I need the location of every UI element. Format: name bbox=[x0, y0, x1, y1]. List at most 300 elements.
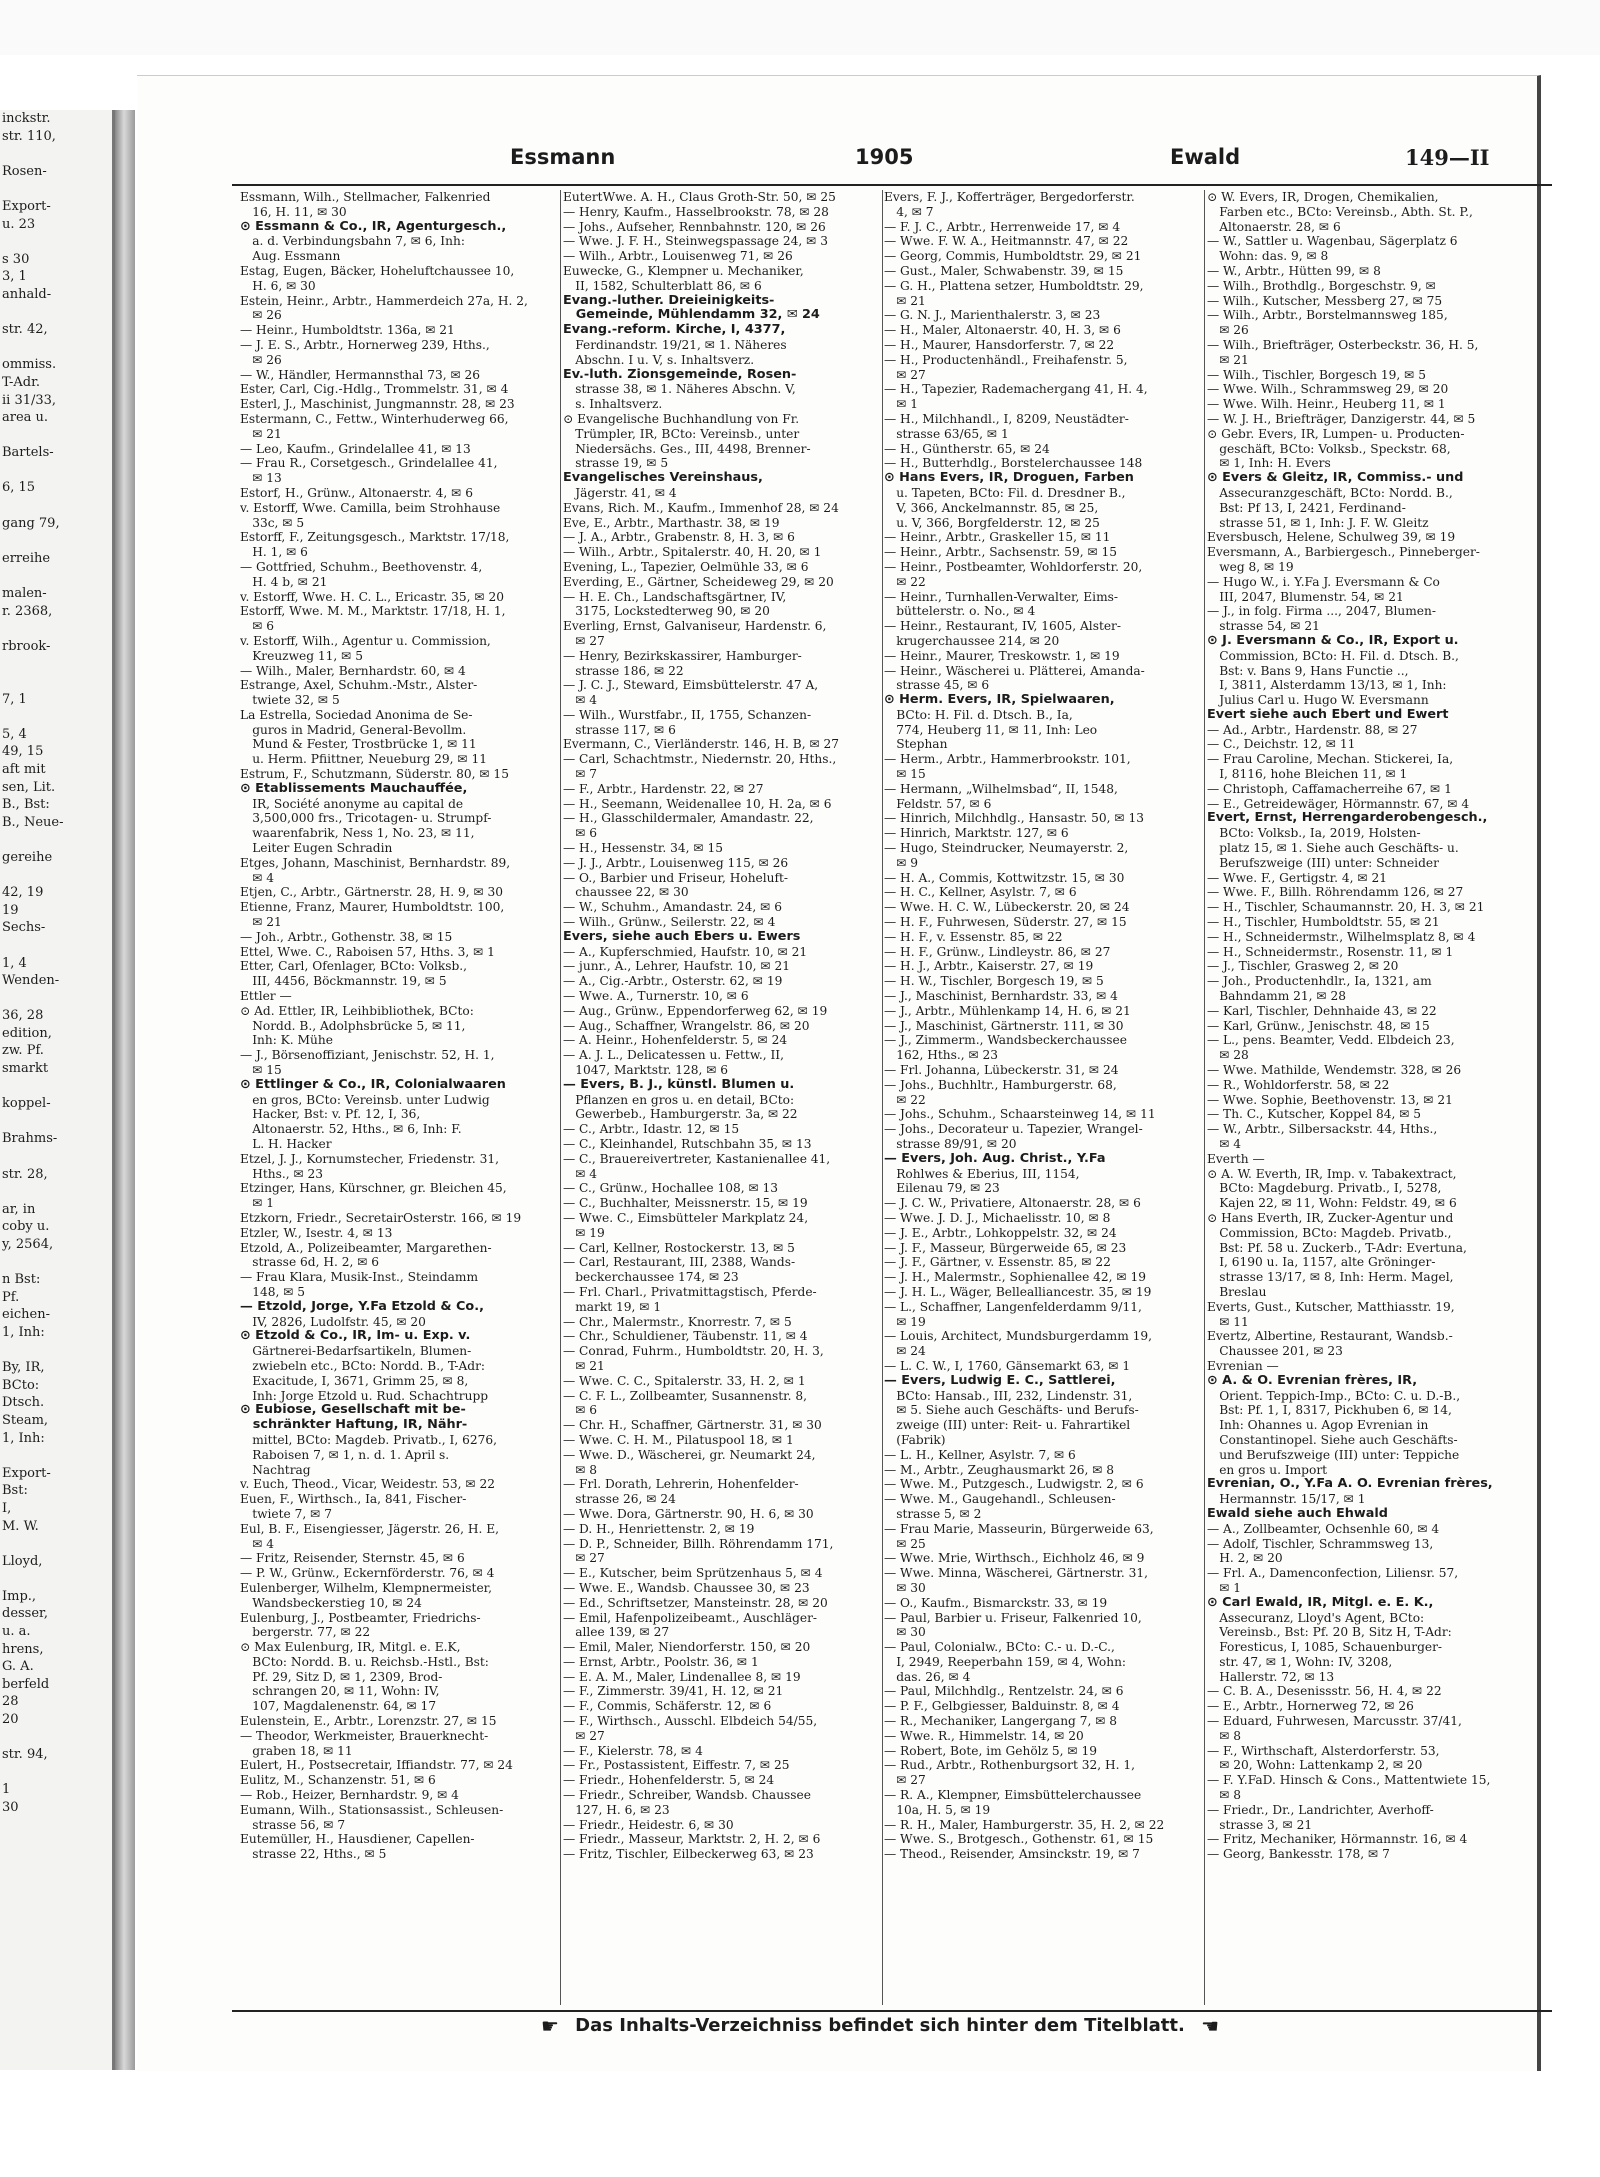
directory-entry: — Leo, Kaufm., Grindelallee 41, ✉ 13 bbox=[240, 441, 471, 456]
directory-entry: Constantinopel. Siehe auch Geschäfts- bbox=[1207, 1432, 1458, 1447]
left-page-fragment: ommiss. bbox=[2, 357, 57, 373]
directory-entry: Evertz, Albertine, Restaurant, Wandsb.- bbox=[1207, 1329, 1453, 1344]
directory-entry: Ferdinandstr. 19/21, ✉ 1. Näheres bbox=[563, 337, 787, 352]
directory-entry: — Louis, Architect, Mundsburgerdamm 19, bbox=[884, 1329, 1153, 1344]
directory-entry: Estein, Heinr., Arbtr., Hammerdeich 27a, H. 2, bbox=[240, 293, 528, 308]
directory-entry: — C., Arbtr., Idastr. 12, ✉ 15 bbox=[563, 1122, 740, 1137]
directory-entry: ⊙ Evangelische Buchhandlung von Fr. bbox=[563, 411, 800, 426]
directory-entry: Eulenburg, J., Postbeamter, Friedrichs- bbox=[240, 1610, 481, 1625]
footer-text: Das Inhalts-Verzeichniss befindet sich hinter dem Titelblatt. bbox=[575, 2015, 1185, 2036]
directory-entry: allee 139, ✉ 27 bbox=[563, 1625, 670, 1640]
directory-entry: — Emil, Maler, Niendorferstr. 150, ✉ 20 bbox=[563, 1640, 811, 1655]
directory-entry: — Heinr., Humboldtstr. 136a, ✉ 21 bbox=[240, 323, 455, 338]
left-page-fragment bbox=[0, 655, 112, 673]
directory-entry: Eumann, Wilh., Stationsassist., Schleusen- bbox=[240, 1802, 504, 1817]
directory-entry: Eulert, H., Postsecretair, Iffiandstr. 77, ✉ 24 bbox=[240, 1758, 513, 1773]
directory-entry: Evermann, C., Vierländerstr. 146, H. B, ✉ 27 bbox=[563, 737, 840, 752]
directory-entry: EutertWwe. A. H., Claus Groth-Str. 50, ✉ 25 bbox=[563, 190, 836, 204]
directory-entry: (Fabrik) bbox=[884, 1432, 946, 1447]
directory-entry: mittel, BCto: Magdeb. Privatb., I, 6276, bbox=[240, 1432, 497, 1447]
left-page-fragment: eichen- bbox=[2, 1307, 50, 1323]
directory-entry: ✉ 28 bbox=[1207, 1048, 1249, 1063]
directory-entry: — Wilh., Arbtr., Spitalerstr. 40, H. 20, ✉ 1 bbox=[563, 545, 822, 560]
directory-entry: — H. J., Arbtr., Kaiserstr. 27, ✉ 19 bbox=[884, 959, 1094, 974]
directory-entry: Ester, Carl, Cig.-Hdlg., Trommelstr. 31, ✉ 4 bbox=[240, 382, 509, 397]
left-page-fragment bbox=[0, 532, 112, 550]
running-header bbox=[235, 145, 1555, 179]
directory-entry: u. Tapeten, BCto: Fil. d. Dresdner B., bbox=[884, 485, 1126, 500]
directory-entry: — H., Tapezier, Rademachergang 41, H. 4, bbox=[884, 382, 1148, 397]
directory-entry: ⊙ Etzold & Co., IR, Im- u. Exp. v. bbox=[240, 1329, 471, 1344]
directory-entry: — Friedr., Schreiber, Wandsb. Chaussee bbox=[563, 1788, 811, 1803]
directory-entry: Bst: Pf 13, I, 2421, Ferdinand- bbox=[1207, 500, 1406, 515]
directory-entry: — Conrad, Fuhrm., Humboldtstr. 20, H. 3, bbox=[563, 1344, 824, 1359]
directory-entry: Etzinger, Hans, Kürschner, gr. Bleichen 45, bbox=[240, 1181, 507, 1196]
directory-entry: strasse 22, Hths., ✉ 5 bbox=[240, 1847, 387, 1862]
directory-entry: Evang.-luther. Dreieinigkeits- bbox=[563, 293, 775, 308]
column-divider bbox=[882, 190, 883, 2005]
left-page-fragment: Imp., bbox=[2, 1588, 37, 1604]
directory-entry: — Wilh., Briefträger, Osterbeckstr. 36, H. 5, bbox=[1207, 337, 1479, 352]
directory-entry: — C., Deichstr. 12, ✉ 11 bbox=[1207, 737, 1356, 752]
left-page-fragment bbox=[0, 867, 112, 885]
directory-entry: — Herm., Arbtr., Hammerbrookstr. 101, bbox=[884, 752, 1131, 767]
directory-entry: — J., Maschinist, Bernhardstr. 33, ✉ 4 bbox=[884, 989, 1118, 1004]
directory-entry: — G. N. J., Marienthalerstr. 3, ✉ 23 bbox=[884, 308, 1101, 323]
directory-entry: — Wwe. Dora, Gärtnerstr. 90, H. 6, ✉ 30 bbox=[563, 1506, 814, 1521]
directory-entry: Evers, siehe auch Ebers u. Ewers bbox=[563, 929, 801, 944]
directory-entry: — Joh., Productenhdlr., Ia, 1321, am bbox=[1207, 974, 1432, 989]
directory-entry: Ewald siehe auch Ehwald bbox=[1207, 1506, 1388, 1521]
directory-entry: La Estrella, Sociedad Anonima de Se- bbox=[240, 707, 473, 722]
directory-entry: — Gust., Maler, Schwabenstr. 39, ✉ 15 bbox=[884, 263, 1124, 278]
left-page-fragment: smarkt bbox=[2, 1061, 49, 1077]
directory-entry: ✉ 1 bbox=[1207, 1580, 1242, 1595]
directory-entry: — Hugo, Steindrucker, Neumayerstr. 2, bbox=[884, 841, 1129, 856]
directory-entry: ✉ 21 bbox=[1207, 352, 1249, 367]
directory-entry: ✉ 11 bbox=[1207, 1314, 1249, 1329]
left-page-fragment: 49, 15 bbox=[2, 744, 44, 760]
left-page-fragment: r. 2368, bbox=[2, 603, 53, 619]
directory-entry: — Rud., Arbtr., Rothenburgsort 32, H. 1, bbox=[884, 1758, 1135, 1773]
directory-entry: — F., Zimmerstr. 39/41, H. 12, ✉ 21 bbox=[563, 1684, 784, 1699]
directory-entry: — Wwe. C. C., Spitalerstr. 33, H. 2, ✉ 1 bbox=[563, 1373, 806, 1388]
directory-entry: Evert siehe auch Ebert und Ewert bbox=[1207, 707, 1449, 722]
directory-entry: 4, ✉ 7 bbox=[884, 204, 934, 219]
directory-entry: ✉ 4 bbox=[1207, 1137, 1242, 1151]
directory-entry: strasse 56, ✉ 7 bbox=[240, 1817, 346, 1832]
directory-entry: Euen, F., Wirthsch., Ia, 841, Fischer- bbox=[240, 1492, 467, 1507]
left-page-fragment: Bst: bbox=[2, 1483, 28, 1499]
directory-entry: ✉ 27 bbox=[563, 1728, 605, 1743]
directory-entry: Commission, BCto: Magdeb. Privatb., bbox=[1207, 1225, 1452, 1240]
directory-entry: — Fritz, Tischler, Eilbeckerweg 63, ✉ 23 bbox=[563, 1847, 814, 1862]
directory-entry: — Robert, Bote, im Gehölz 5, ✉ 19 bbox=[884, 1743, 1097, 1758]
directory-entry: — J. A., Arbtr., Grabenstr. 8, H. 3, ✉ 6 bbox=[563, 530, 795, 545]
directory-entry: — Heinr., Arbtr., Graskeller 15, ✉ 11 bbox=[884, 530, 1111, 545]
directory-entry: — Rob., Heizer, Bernhardstr. 9, ✉ 4 bbox=[240, 1788, 459, 1803]
directory-entry: strasse 51, ✉ 1, Inh: J. F. W. Gleitz bbox=[1207, 515, 1429, 530]
directory-entry: schrangen 20, ✉ 11, Wohn: IV, bbox=[240, 1684, 440, 1699]
left-page-fragment: T-Adr. bbox=[2, 374, 41, 390]
directory-entry: Ettler — bbox=[240, 989, 292, 1004]
left-page-fragment: Export- bbox=[2, 1465, 51, 1481]
directory-entry: ✉ 6 bbox=[240, 619, 275, 634]
directory-entry: ⊙ J. Eversmann & Co., IR, Export u. bbox=[1207, 633, 1459, 648]
directory-entry: — J., Börsenoffiziant, Jenischstr. 52, H. 1, bbox=[240, 1048, 495, 1063]
directory-entry: BCto: Magdeburg. Privatb., I, 5278, bbox=[1207, 1181, 1442, 1196]
directory-entry: Eul, B. F., Eisengiesser, Jägerstr. 26, H. E, bbox=[240, 1521, 500, 1536]
directory-entry: — Friedr., Hohenfelderstr. 5, ✉ 24 bbox=[563, 1773, 775, 1788]
directory-entry: strasse 26, ✉ 24 bbox=[563, 1492, 676, 1507]
directory-entry: Altonaerstr. 52, Hths., ✉ 6, Inh: F. bbox=[240, 1122, 462, 1137]
directory-entry: ✉ 19 bbox=[563, 1225, 605, 1240]
left-page-fragment: Steam, bbox=[2, 1412, 49, 1428]
directory-entry: BCto: H. Fil. d. Dtsch. B., Ia, bbox=[884, 707, 1073, 722]
left-page-fragment: gang 79, bbox=[2, 515, 60, 531]
directory-entry: Exacitude, I, 3671, Grimm 25, ✉ 8, bbox=[240, 1373, 469, 1388]
directory-entry: Evert, Ernst, Herrengarderobengesch., bbox=[1207, 811, 1488, 826]
directory-entry: strasse 45, ✉ 6 bbox=[884, 678, 990, 693]
directory-entry: bergerstr. 77, ✉ 22 bbox=[240, 1625, 371, 1640]
left-page-fragment: 6, 15 bbox=[2, 480, 36, 496]
directory-entry: Everth — bbox=[1207, 1151, 1265, 1166]
directory-entry: ⊙ Evers & Gleitz, IR, Commiss.- und bbox=[1207, 471, 1464, 486]
left-page-fragment: hrens, bbox=[2, 1641, 44, 1657]
directory-entry: markt 19, ✉ 1 bbox=[563, 1299, 662, 1314]
directory-entry: — G. H., Plattena setzer, Humboldtstr. 29, bbox=[884, 278, 1144, 293]
directory-entry: Etienne, Franz, Maurer, Humboldtstr. 100, bbox=[240, 900, 505, 915]
directory-entry: ✉ 30 bbox=[884, 1625, 926, 1640]
directory-entry: — C., Kleinhandel, Rutschbahn 35, ✉ 13 bbox=[563, 1137, 812, 1151]
directory-entry: twiete 7, ✉ 7 bbox=[240, 1506, 332, 1521]
directory-entry: ⊙ A. & O. Evrenian frères, IR, bbox=[1207, 1373, 1418, 1388]
directory-entry: — F. Y.FaD. Hinsch & Cons., Mattentwiete 15, bbox=[1207, 1773, 1491, 1788]
directory-entry: — L., pens. Beamter, Vedd. Elbdeich 23, bbox=[1207, 1033, 1455, 1048]
directory-entry: — Heinr., Wäscherei u. Plätterei, Amanda- bbox=[884, 663, 1145, 678]
directory-entry: Hallerstr. 72, ✉ 13 bbox=[1207, 1669, 1335, 1684]
directory-entry: — C., Buchhalter, Meissnerstr. 15, ✉ 19 bbox=[563, 1196, 808, 1211]
left-page-fragment: desser, bbox=[2, 1606, 48, 1622]
directory-entry: — J. C. W., Privatiere, Altonaerstr. 28, ✉ 6 bbox=[884, 1196, 1141, 1211]
left-page-fragment: aft mit bbox=[2, 761, 46, 777]
directory-entry: — Heinr., Maurer, Treskowstr. 1, ✉ 19 bbox=[884, 648, 1120, 663]
directory-entry: Evrenian — bbox=[1207, 1358, 1279, 1373]
left-page-fragment: berfeld bbox=[2, 1676, 50, 1692]
directory-entry: — F., Wirthsch., Ausschl. Elbdeich 54/55, bbox=[563, 1714, 818, 1729]
directory-entry: — Johs., Buchhltr., Hamburgerstr. 68, bbox=[884, 1077, 1117, 1092]
directory-entry: — Wwe. A., Turnerstr. 10, ✉ 6 bbox=[563, 989, 749, 1004]
directory-entry: 3,500,000 frs., Tricotagen- u. Strumpf- bbox=[240, 811, 492, 826]
directory-entry: — Paul, Milchhdlg., Rentzelstr. 24, ✉ 6 bbox=[884, 1684, 1124, 1699]
directory-entry: — A. Heinr., Hohenfelderstr. 5, ✉ 24 bbox=[563, 1033, 788, 1048]
directory-entry: — L., Schaffner, Langenfelderdamm 9/11, bbox=[884, 1299, 1142, 1314]
directory-entry: — Paul, Barbier u. Friseur, Falkenried 10, bbox=[884, 1610, 1142, 1625]
directory-entry: Eulenberger, Wilhelm, Klempnermeister, bbox=[240, 1580, 493, 1595]
directory-entry: 16, H. 11, ✉ 30 bbox=[240, 204, 347, 219]
directory-entry: Orient. Teppich-Imp., BCto: C. u. D.-B., bbox=[1207, 1388, 1461, 1403]
column-divider bbox=[560, 190, 561, 2005]
directory-entry: Etzler, W., Isestr. 4, ✉ 13 bbox=[240, 1225, 393, 1240]
left-page-fragment: zw. Pf. bbox=[2, 1043, 44, 1059]
directory-entry: — J. F., Gärtner, v. Essenstr. 85, ✉ 22 bbox=[884, 1255, 1111, 1270]
directory-entry: — F., Kielerstr. 78, ✉ 4 bbox=[563, 1743, 703, 1758]
directory-entry: Bahndamm 21, ✉ 28 bbox=[1207, 989, 1347, 1004]
directory-entry: ✉ 13 bbox=[240, 471, 282, 486]
directory-entry: H. 1, ✉ 6 bbox=[240, 545, 308, 560]
directory-entry: — H., Butterhdlg., Borstelerchaussee 148 bbox=[884, 456, 1143, 471]
left-page-fragment: Export- bbox=[2, 198, 51, 214]
directory-entry: Altonaerstr. 28, ✉ 6 bbox=[1207, 219, 1341, 234]
directory-entry: I, 6190 u. Ia, 1157, alte Gröninger- bbox=[1207, 1255, 1436, 1270]
directory-entry: ✉ 21 bbox=[240, 915, 282, 930]
directory-entry: — Georg, Bankesstr. 178, ✉ 7 bbox=[1207, 1847, 1390, 1862]
left-page-fragment bbox=[0, 990, 112, 1008]
directory-entry: — O., Barbier und Friseur, Hoheluft- bbox=[563, 870, 789, 885]
directory-entry: ⊙ Hans Evers, IR, Droguen, Farben bbox=[884, 471, 1134, 486]
directory-entry: — Wwe. Mathilde, Wendemstr. 328, ✉ 26 bbox=[1207, 1063, 1462, 1078]
directory-entry: — W., Arbtr., Hütten 99, ✉ 8 bbox=[1207, 263, 1381, 278]
directory-entry: — H. F., Grünw., Lindleystr. 86, ✉ 27 bbox=[884, 944, 1111, 959]
directory-entry: Eversmann, A., Barbiergesch., Pinneberger- bbox=[1207, 545, 1480, 560]
directory-entry: — M., Arbtr., Zeughausmarkt 26, ✉ 8 bbox=[884, 1462, 1115, 1477]
directory-entry: ⊙ Essmann & Co., IR, Agenturgesch., bbox=[240, 219, 507, 234]
directory-entry: — C. F. L., Zollbeamter, Susannenstr. 8, bbox=[563, 1388, 807, 1403]
directory-entry: — Wwe. M., Putzgesch., Ludwigstr. 2, ✉ 6 bbox=[884, 1477, 1144, 1492]
left-page-fragment: 19 bbox=[2, 902, 19, 918]
left-page-fragment: ii 31/33, bbox=[2, 392, 57, 408]
left-page-fragment: 28 bbox=[2, 1694, 19, 1710]
left-page-fragment bbox=[0, 831, 112, 849]
left-page-fragment bbox=[0, 1570, 112, 1588]
directory-entry: Jägerstr. 41, ✉ 4 bbox=[563, 485, 677, 500]
left-page-fragment: erreihe bbox=[2, 550, 51, 566]
left-page-fragment bbox=[0, 673, 112, 691]
directory-entry: ✉ 8 bbox=[1207, 1728, 1242, 1743]
directory-entry: II, 1582, Schulterblatt 86, ✉ 6 bbox=[563, 278, 762, 293]
directory-entry: Etzel, J. J., Kornumstecher, Friedenstr. 31, bbox=[240, 1151, 500, 1166]
left-page-fragment: Brahms- bbox=[2, 1131, 58, 1147]
directory-entry: — Chr. H., Schaffner, Gärtnerstr. 31, ✉ 30 bbox=[563, 1418, 822, 1433]
directory-entry: — Adolf, Tischler, Schrammsweg 13, bbox=[1207, 1536, 1434, 1551]
directory-entry: Etter, Carl, Ofenlager, BCto: Volksb., bbox=[240, 959, 468, 974]
directory-entry: III, 4456, Böckmannstr. 19, ✉ 5 bbox=[240, 974, 447, 989]
directory-entry: 1047, Marktstr. 128, ✉ 6 bbox=[563, 1063, 729, 1078]
directory-entry: ✉ 26 bbox=[1207, 323, 1249, 338]
directory-entry: H. 6, ✉ 30 bbox=[240, 278, 316, 293]
directory-entry: — Wwe. Minna, Wäscherei, Gärtnerstr. 31, bbox=[884, 1566, 1149, 1581]
directory-entry: — C., Brauereivertreter, Kastanienallee 41, bbox=[563, 1151, 831, 1166]
directory-entry: — J. H. L., Wäger, Bellealliancestr. 35, ✉ 19 bbox=[884, 1284, 1152, 1299]
directory-entry: — Eduard, Fuhrwesen, Marcusstr. 37/41, bbox=[1207, 1714, 1462, 1729]
left-page-fragment bbox=[0, 180, 112, 198]
directory-entry: ✉ 21 bbox=[240, 426, 282, 441]
directory-entry: BCto: Nordd. B. u. Reichsb.-Hstl., Bst: bbox=[240, 1654, 489, 1669]
left-page-fragment: Bartels- bbox=[2, 445, 54, 461]
left-page-fragment bbox=[0, 1078, 112, 1096]
left-page-fragment: ar, in bbox=[2, 1201, 36, 1217]
directory-entry: Inh: K. Mühe bbox=[240, 1033, 333, 1048]
directory-entry: — R., Wohldorferstr. 58, ✉ 22 bbox=[1207, 1077, 1390, 1092]
directory-entry: Estorf, H., Grünw., Altonaerstr. 4, ✉ 6 bbox=[240, 485, 473, 500]
directory-entry: — Evers, B. J., künstl. Blumen u. bbox=[563, 1077, 795, 1092]
directory-entry: ✉ 15 bbox=[240, 1063, 282, 1078]
directory-entry: ⊙ Carl Ewald, IR, Mitgl. e. E. K., bbox=[1207, 1595, 1434, 1610]
directory-entry: — H. A., Commis, Kottwitzstr. 15, ✉ 30 bbox=[884, 870, 1125, 885]
directory-entry: Esterl, J., Maschinist, Jungmannstr. 28, ✉ 23 bbox=[240, 397, 515, 412]
directory-entry: — Heinr., Postbeamter, Wohldorferstr. 20, bbox=[884, 559, 1143, 574]
directory-entry: — C., Grünw., Hochallee 108, ✉ 13 bbox=[563, 1181, 779, 1196]
directory-entry: — Th. C., Kutscher, Koppel 84, ✉ 5 bbox=[1207, 1107, 1422, 1122]
directory-entry: — R., Mechaniker, Langergang 7, ✉ 8 bbox=[884, 1714, 1118, 1729]
directory-entry: schränkter Haftung, IR, Nähr- bbox=[240, 1418, 468, 1433]
directory-entry: v. Estorff, Wwe. Camilla, beim Strohhause bbox=[240, 500, 501, 515]
directory-entry: — junr., A., Lehrer, Haufstr. 10, ✉ 21 bbox=[563, 959, 790, 974]
directory-entry: Nordd. B., Adolphsbrücke 5, ✉ 11, bbox=[240, 1018, 466, 1033]
left-page-fragment: rbrook- bbox=[2, 638, 51, 654]
directory-entry: ⊙ Eubiose, Gesellschaft mit be- bbox=[240, 1403, 466, 1418]
directory-entry: ✉ 27 bbox=[884, 1773, 926, 1788]
directory-entry: — Gottfried, Schuhm., Beethovenstr. 4, bbox=[240, 559, 483, 574]
left-page-fragment bbox=[0, 497, 112, 515]
directory-entry: Inh: Jorge Etzold u. Rud. Schachtrupp bbox=[240, 1388, 489, 1403]
directory-entry: Gemeinde, Mühlendamm 32, ✉ 24 bbox=[563, 308, 820, 323]
directory-entry: — Hinrich, Marktstr. 127, ✉ 6 bbox=[884, 826, 1069, 841]
left-page-fragment bbox=[0, 708, 112, 726]
left-page-fragment: 5, 4 bbox=[2, 726, 27, 742]
directory-entry: guros in Madrid, General-Bevollm. bbox=[240, 722, 467, 737]
directory-entry: — Wwe. S., Brotgesch., Gothenstr. 61, ✉ 15 bbox=[884, 1832, 1154, 1847]
directory-entry: ✉ 21 bbox=[563, 1358, 605, 1373]
left-page-fragment bbox=[0, 304, 112, 322]
directory-entry: — F. J. C., Arbtr., Herrenweide 17, ✉ 4 bbox=[884, 219, 1121, 234]
directory-entry: — E., Arbtr., Hornerweg 72, ✉ 26 bbox=[1207, 1699, 1414, 1714]
directory-entry: Eilenau 79, ✉ 23 bbox=[884, 1181, 1000, 1196]
directory-entry: — J., Zimmerm., Wandsbeckerchaussee bbox=[884, 1033, 1127, 1048]
left-page-fragment bbox=[0, 1254, 112, 1272]
directory-entry: strasse 186, ✉ 22 bbox=[563, 663, 684, 678]
directory-entry: ✉ 27 bbox=[884, 367, 926, 382]
directory-entry: Inh: Ohannes u. Agop Evrenian in bbox=[1207, 1418, 1429, 1433]
directory-entry: Rohlwes & Eberius, III, 1154, bbox=[884, 1166, 1080, 1181]
directory-entry: — Wilh., Brothdlg., Borgeschstr. 9, ✉ bbox=[1207, 278, 1436, 293]
directory-entry: ✉ 1 bbox=[240, 1196, 275, 1211]
left-page-fragment: 1, Inh: bbox=[2, 1324, 45, 1340]
left-page-fragment: M. W. bbox=[2, 1518, 39, 1534]
directory-entry: ✉ 27 bbox=[563, 633, 605, 648]
directory-entry: ✉ 27 bbox=[563, 1551, 605, 1566]
directory-entry: — Wwe. J. F. H., Steinwegspassage 24, ✉ 3 bbox=[563, 234, 828, 249]
left-page-fragment bbox=[0, 620, 112, 638]
directory-entry: I, 8116, hohe Bleichen 11, ✉ 1 bbox=[1207, 767, 1408, 782]
directory-entry: I, 3811, Alsterdamm 13/13, ✉ 1, Inh: bbox=[1207, 678, 1447, 693]
header-page-number: 149—II bbox=[1405, 145, 1490, 170]
directory-entry: Estermann, C., Fettw., Winterhuderweg 66, bbox=[240, 411, 509, 426]
directory-entry: u. Herm. Pfiittner, Neueburg 29, ✉ 11 bbox=[240, 752, 488, 767]
directory-entry: — J., Arbtr., Mühlenkamp 14, H. 6, ✉ 21 bbox=[884, 1003, 1131, 1018]
directory-entry: Assecuranzgeschäft, BCto: Nordd. B., bbox=[1207, 485, 1453, 500]
directory-entry: 162, Hths., ✉ 23 bbox=[884, 1048, 999, 1063]
directory-entry: — J. F., Masseur, Bürgerweide 65, ✉ 23 bbox=[884, 1240, 1127, 1255]
left-page-fragment bbox=[0, 145, 112, 163]
directory-entry: — Carl, Schachtmstr., Niedernstr. 20, Hths., bbox=[563, 752, 837, 767]
directory-entry: ✉ 1, Inh: H. Evers bbox=[1207, 456, 1331, 471]
directory-entry: Raboisen 7, ✉ 1, n. d. 1. April s. bbox=[240, 1447, 450, 1462]
directory-entry: — Henry, Kaufm., Hasselbrookstr. 78, ✉ 28 bbox=[563, 204, 829, 219]
directory-entry: — Fr., Postassistent, Eiffestr. 7, ✉ 25 bbox=[563, 1758, 790, 1773]
directory-entry: Abschn. I u. V, s. Inhaltsverz. bbox=[563, 352, 755, 367]
directory-entry: — Theodor, Werkmeister, Brauerknecht- bbox=[240, 1728, 489, 1743]
directory-entry: Ev.-luth. Zionsgemeinde, Rosen- bbox=[563, 367, 797, 382]
directory-entry: — Etzold, Jorge, Y.Fa Etzold & Co., bbox=[240, 1299, 484, 1314]
directory-entry: Estrum, F., Schutzmann, Süderstr. 80, ✉ 15 bbox=[240, 767, 509, 782]
left-page-fragment: B., Neue- bbox=[2, 814, 64, 830]
left-page-fragment: 20 bbox=[2, 1712, 19, 1728]
directory-entry: III, 2047, Blumenstr. 54, ✉ 21 bbox=[1207, 589, 1404, 604]
directory-entry: — H., Tischler, Humboldtstr. 55, ✉ 21 bbox=[1207, 915, 1440, 930]
directory-entry: Assecuranz, Lloyd's Agent, BCto: bbox=[1207, 1610, 1425, 1625]
directory-entry: — H., Güntherstr. 65, ✉ 24 bbox=[884, 441, 1050, 456]
left-page-fragment: koppel- bbox=[2, 1096, 51, 1112]
directory-entry: Eulitz, M., Schanzenstr. 51, ✉ 6 bbox=[240, 1773, 436, 1788]
left-page-fragment: G. A. bbox=[2, 1659, 34, 1675]
left-page-fragment: gereihe bbox=[2, 849, 53, 865]
directory-entry: — O., Kaufm., Bismarckstr. 33, ✉ 19 bbox=[884, 1595, 1108, 1610]
directory-entry: en gros, BCto: Vereinsb. unter Ludwig bbox=[240, 1092, 490, 1107]
directory-entry: — Wilh., Kutscher, Messberg 27, ✉ 75 bbox=[1207, 293, 1443, 308]
directory-entry: — Ad., Arbtr., Hardenstr. 88, ✉ 27 bbox=[1207, 722, 1418, 737]
directory-entry: strasse 38, ✉ 1. Näheres Abschn. V, bbox=[563, 382, 796, 397]
directory-entry: 3175, Lockstedterweg 90, ✉ 20 bbox=[563, 604, 770, 619]
directory-entry: Estorff, Wwe. M. M., Marktstr. 17/18, H. 1, bbox=[240, 604, 506, 619]
directory-entry: — H., Hessenstr. 34, ✉ 15 bbox=[563, 841, 723, 856]
directory-entry: — Evers, Joh. Aug. Christ., Y.Fa bbox=[884, 1151, 1106, 1166]
directory-entry: v. Estorff, Wilh., Agentur u. Commission, bbox=[240, 633, 491, 648]
directory-entry: — Wwe. F., Billh. Röhrendamm 126, ✉ 27 bbox=[1207, 885, 1464, 900]
directory-entry: ✉ 25 bbox=[884, 1536, 926, 1551]
left-page-fragment bbox=[0, 567, 112, 585]
directory-entry: — Friedr., Dr., Landrichter, Averhoff- bbox=[1207, 1802, 1434, 1817]
directory-entry: ✉ 26 bbox=[240, 352, 282, 367]
left-page-fragment: 1, 4 bbox=[2, 955, 27, 971]
directory-entry: — J. E., Arbtr., Lohkoppelstr. 32, ✉ 24 bbox=[884, 1225, 1117, 1240]
directory-entry: ✉ 24 bbox=[884, 1344, 926, 1359]
directory-entry: Kreuzweg 11, ✉ 5 bbox=[240, 648, 364, 663]
directory-entry: — E., Kutscher, beim Sprützenhaus 5, ✉ 4 bbox=[563, 1566, 823, 1581]
directory-entry: — J., in folg. Firma ..., 2047, Blumen- bbox=[1207, 604, 1436, 619]
directory-entry: — Wilh., Arbtr., Louisenweg 71, ✉ 26 bbox=[563, 249, 793, 264]
left-page-fragment: edition, bbox=[2, 1025, 52, 1041]
directory-entry: — Frl. A., Damenconfection, Liliensr. 57, bbox=[1207, 1566, 1459, 1581]
directory-entry: Bst: Pf. 1, I, 8317, Pickhuben 6, ✉ 14, bbox=[1207, 1403, 1452, 1418]
directory-entry: — P. F., Gelbgiesser, Balduinstr. 8, ✉ 4 bbox=[884, 1699, 1120, 1714]
directory-entry: Mund & Fester, Trostbrücke 1, ✉ 11 bbox=[240, 737, 477, 752]
left-page-fragment: B., Bst: bbox=[2, 797, 50, 813]
directory-entry: — Wwe. F. W. A., Heitmannstr. 47, ✉ 22 bbox=[884, 234, 1129, 249]
directory-entry: Ettel, Wwe. C., Raboisen 57, Hths. 3, ✉ 1 bbox=[240, 944, 495, 959]
directory-column-1 bbox=[240, 190, 558, 2005]
directory-entry: — Carl, Kellner, Rostockerstr. 13, ✉ 5 bbox=[563, 1240, 795, 1255]
left-page-fragment: n Bst: bbox=[2, 1272, 41, 1288]
directory-entry: — H. E. Ch., Landschaftsgärtner, IV, bbox=[563, 589, 787, 604]
directory-entry: ⊙ Ettlinger & Co., IR, Colonialwaaren bbox=[240, 1077, 506, 1092]
directory-entry: — C. B. A., Desenissstr. 56, H. 4, ✉ 22 bbox=[1207, 1684, 1442, 1699]
directory-entry: — E., Getreidewäger, Hörmannstr. 67, ✉ 4 bbox=[1207, 796, 1470, 811]
directory-entry: Bst: Pf. 58 u. Zuckerb., T-Adr: Evertuna, bbox=[1207, 1240, 1467, 1255]
directory-entry: Feldstr. 57, ✉ 6 bbox=[884, 796, 992, 811]
directory-entry: — H., Maler, Altonaerstr. 40, H. 3, ✉ 6 bbox=[884, 323, 1121, 338]
directory-entry: Evers, F. J., Kofferträger, Bergedorferstr. bbox=[884, 190, 1135, 204]
